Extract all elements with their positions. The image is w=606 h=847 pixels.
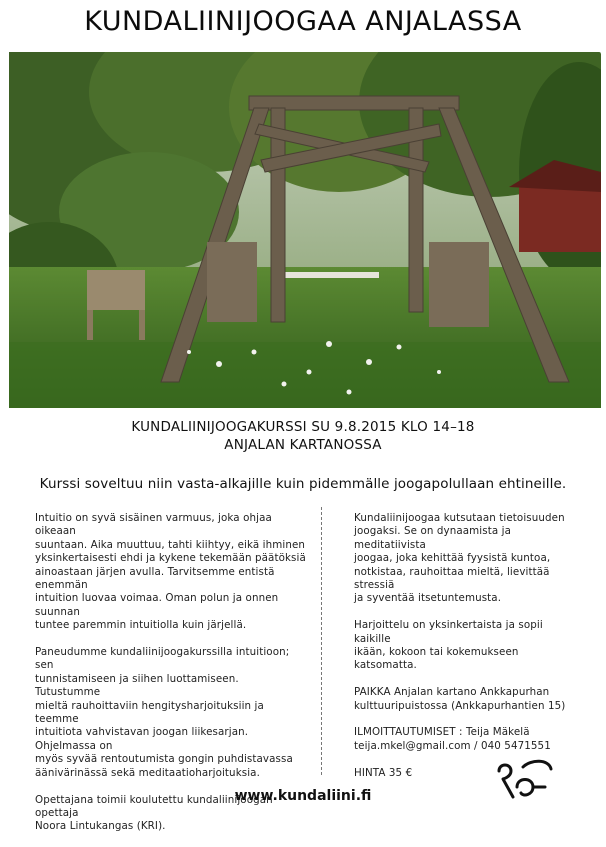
registration-paragraph: ILMOITTAUTUMISET : Teija Mäkelä teija.mkel@gmail.com / 040 5471551 <box>354 726 551 752</box>
page-title: KUNDALIINIJOOGAA ANJALASSA <box>84 6 522 37</box>
tagline: Kurssi soveltuu niin vasta-alkajille kuin pidemmälle joogapolullaan ehtineille. <box>39 476 567 492</box>
course-location-line: ANJALAN KARTANOSSA <box>224 437 382 453</box>
intuition-paragraph: Intuitio on syvä sisäinen varmuus, joka ohjaa oikeaan suuntaan. Aika muuttuu, tahti kiihtyy, eikä ihminen yksinkertaisesti ehdi ja kykene tekemään päätöksiä ainoastaan järjen avulla. Tarvitsemme entistä enemmän intuition luovaa voimaa. Oman polun ja onnen suunnan tuntee paremmin intuitiolla kuin järjellä. <box>35 512 306 632</box>
course-content-paragraph: Paneudumme kundaliinijoogakurssilla intuitioon; sen tunnistamiseen ja siihen luottamiseen. Tutustumme mieltä rauhoittaviin hengitysharjoituksiin ja teemme intuitiota vahvistavan joogan liikesarjan. Ohjelmassa on myös syvää rentoutumista gongin puhdistavassa äänivärinässä sekä meditaatioharjoituksia. <box>35 646 293 779</box>
website-link[interactable]: www.kundaliini.fi <box>234 788 372 804</box>
course-date-line: KUNDALIINIJOOGAKURSSI SU 9.8.2015 KLO 14–18 <box>131 419 475 435</box>
venue-paragraph: PAIKKA Anjalan kartano Ankkapurhan kulttuuripuistossa (Ankkapurhantien 15) <box>354 686 566 712</box>
teacher-paragraph: Opettajana toimii koulutettu kundaliinijoogan opettaja Noora Lintukangas (KRI). <box>35 793 273 833</box>
suitability-paragraph: Harjoittelu on yksinkertaista ja sopii kaikille ikään, kokoon tai kokemukseen katsomatta. <box>354 619 543 672</box>
garden-swing-photo <box>9 52 601 408</box>
column-divider <box>321 507 322 775</box>
right-column <box>354 512 576 793</box>
price-paragraph: HINTA 35 € <box>354 766 413 779</box>
kundalini-description: Kundaliinijoogaa kutsutaan tietoisuuden joogaksi. Se on dynaamista ja meditatiivista joogaa, joka kehittää fyysistä kuntoa, notkistaa, rauhoittaa mieltä, lievittää stressiä ja syventää itsetuntemusta. <box>354 512 565 605</box>
